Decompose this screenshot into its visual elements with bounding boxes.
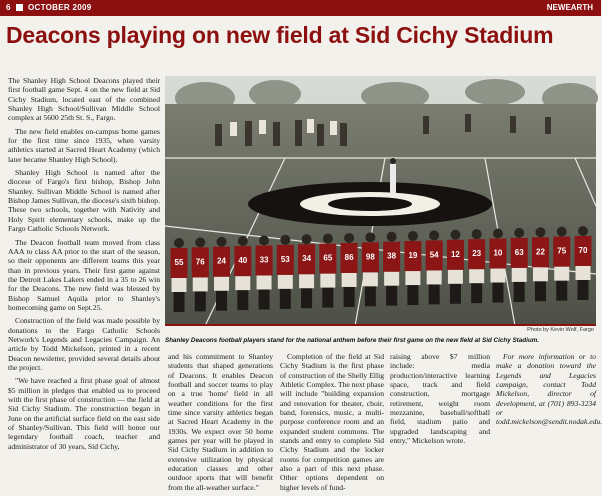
jersey-number: 34 [302,254,312,264]
photo-caption: Shanley Deacons football players stand for the national anthem before their first game on the new field at Sid Cichy Stadium. [165,337,540,344]
paragraph: The new field enables on-campus home games for the first time since 1935, when varsity athletics started at Sacred Heart Academy (which later became Shanley High School). [8,126,160,164]
jersey-number: 22 [536,247,545,257]
jersey-number: 76 [195,257,205,267]
publication-name: NEWEARTH [546,3,593,12]
paragraph: The Shanley High School Deacons played their first football game Sept. 4 on the new field at Sid Cichy Stadium, located east of the combined Shanley High School/Sullivan Middle School complex at 5600 25th St. S., Fargo. [8,76,160,123]
paragraph: "We have reached a first phase goal of almost $5 million in pledges that enabled us to proceed with the first phase of construction — the field at Sid Cichy Stadium. The construction began in June on the artificial surface field on the east side of Shanley/Sullivan. This field will honor our legendary football coach, teacher and administrator of 30 years, Sid Cichy, [8,376,160,451]
jersey-number: 24 [217,256,226,266]
paragraph: Completion of the field at Sid Cichy Stadium is the first phase of construction of the Shelly Ellig Athletic Complex. The next phase will include "building expansion and renovation for theater, choir, band, forensics, music, a multi-purpose conference room and an expanded student commons. The stands and entry to complete Sid Cichy Stadium and the locker rooms for competition games are also a part of this next phase. Other options dependent on higher levels of fund- [280,352,384,492]
article-column-5 [496,352,602,431]
stadium-photo [165,76,596,326]
jersey-number: 98 [365,252,375,262]
jersey-number: 10 [493,248,503,258]
paragraph: and his commitment to Shanley students that shaped generations of Deacons. It enables Deacon football and soccer teams to play on a true 'home' field in all weather conditions for the first time since varsity athletics began at Sacred Heart Academy in the 1930s. We expect over 50 home games per year will be played in Sid Cichy Stadium in addition to extensive utilization by physical education classes and other outdoor sports that will benefit from the all-weather surface." [168,352,273,492]
jersey-number: 12 [450,249,460,259]
paragraph: Construction of the field was made possible by donations to the Fargo Catholic Schools Network's Legends and Legacies Campaign. An article by Todd Mickelson, printed in a recent Deacon newsletter, provided several details about the project. [8,316,160,372]
photo-credit: Photo by Kevin Wolf, Fargo [527,327,594,333]
paragraph: The Deacon football team moved from class AAA to class AA prior to the start of the season, so their opponents are different teams this year than in previous years. Their first game against the Detroit Lakes Lakers ended in a 35 to 26 win for the Deacons. The new field was blessed by Bishop Samuel Aquila prior to Shanley's homecoming game on Sept.25. [8,237,160,312]
article-column-4 [390,352,490,449]
jersey-number: 19 [408,251,418,261]
jersey-number: 70 [578,246,588,255]
jersey-number: 53 [280,254,290,264]
donation-note: For more information or to make a donation toward the Legends and Legacies campaign, contact Todd Mickelson, director of development, at (701) 893-3234 or todd.mickelson@sendit.nodak.edu. [496,352,602,427]
article-column-1 [8,76,160,455]
jersey-number: 65 [323,253,333,263]
jersey-number: 33 [259,255,269,265]
jersey-number: 40 [238,256,248,266]
jersey-number: 38 [387,251,397,261]
paragraph: raising above $7 million include: media production/interactive learning space, track and field construction, mortgage retirement, weight room mezzanine, baseball/softball field, stadium patio and upgraded landscaping and entry," Mickelson wrote. [390,352,490,446]
jersey-number: 55 [174,258,184,267]
jersey-number: 86 [344,252,354,262]
jersey-number: 23 [472,249,482,259]
midfield-logo [248,182,492,226]
page-number: 6 [6,3,11,12]
page-header-bar [0,0,601,16]
paragraph: Shanley High School is named after the diocese of Fargo's first bishop, Bishop John Shanley. Sullivan Middle School is named after Bishop James Sullivan, the diocese's sixth bishop. These two schools, together with Nativity and Holy Spirit elementary schools, make up the Fargo Catholic Schools Network. [8,168,160,234]
jersey-number: 54 [429,250,439,260]
jersey-number: 63 [514,247,524,257]
issue-date: OCTOBER 2009 [28,3,92,12]
article-column-2 [168,352,273,496]
jersey-number: 75 [557,246,567,256]
article-column-3 [280,352,384,496]
header-square-icon [16,4,23,11]
article-headline: Deacons playing on new field at Sid Cichy Stadium [6,22,554,48]
photo-bottom-border [165,324,596,326]
